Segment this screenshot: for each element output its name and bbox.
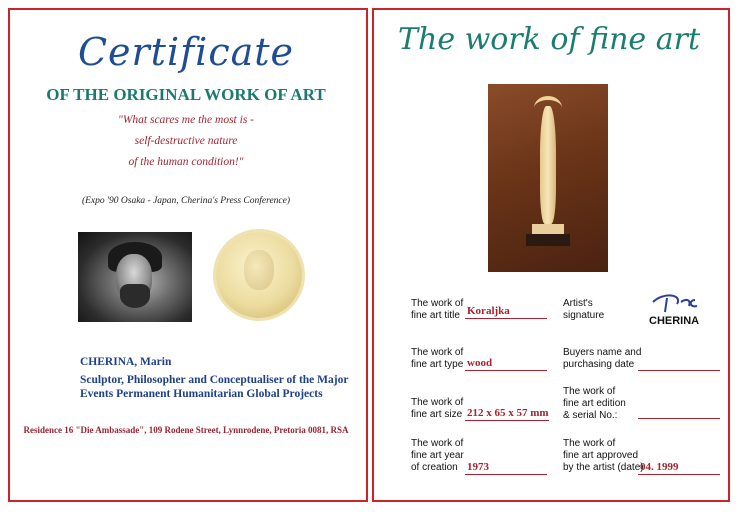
field-label-buyer: Buyers name and purchasing date	[563, 347, 642, 370]
svg-text:CHERINA: CHERINA	[649, 315, 700, 327]
field-value-year: 1973	[465, 460, 547, 475]
field-value-approved: 04. 1999	[638, 460, 720, 475]
quote-line-3: of the human condition!"	[128, 156, 244, 168]
field-label-year: The work of fine art year of creation	[411, 438, 464, 473]
quote-line-1: "What scares me the most is -	[118, 114, 254, 126]
residence-address: Residence 16 "Die Ambassade", 109 Rodene Street, Lynnrodene, Pretoria 0081, RSA	[23, 425, 349, 435]
field-label-type: The work of fine art type	[411, 347, 464, 370]
field-label-size: The work of fine art size	[411, 397, 464, 420]
field-value-type: wood	[465, 356, 547, 371]
field-label-approved: The work of fine art approved by the artist (date)	[563, 438, 644, 473]
field-line-edition	[638, 404, 720, 419]
quote-line-2: self-destructive nature	[134, 135, 238, 147]
fine-art-title: The work of fine art	[397, 22, 701, 57]
field-value-title: Koraljka	[465, 304, 547, 319]
field-value-size: 212 x 65 x 57 mm	[467, 407, 549, 419]
certificate-title: Certificate	[77, 30, 295, 74]
field-label-edition: The work of fine art edition & serial No.:	[563, 386, 626, 421]
artist-signature	[643, 290, 723, 330]
artist-portrait-photo	[78, 232, 192, 322]
quote-attribution: (Expo '90 Osaka - Japan, Cherina's Press Conference)	[81, 196, 291, 206]
field-label-signature: Artist's signature	[563, 298, 605, 321]
field-label-title: The work of fine art title	[411, 298, 464, 321]
artist-name: CHERINA, Marin	[80, 356, 172, 368]
artwork-photo	[488, 84, 608, 272]
artist-description: Sculptor, Philosopher and Conceptualiser of the Major Events Permanent Humanitarian Global Projects	[80, 374, 349, 400]
certificate-subtitle: OF THE ORIGINAL WORK OF ART	[46, 85, 326, 104]
embossed-seal	[216, 232, 302, 318]
field-line-buyer	[638, 356, 720, 371]
